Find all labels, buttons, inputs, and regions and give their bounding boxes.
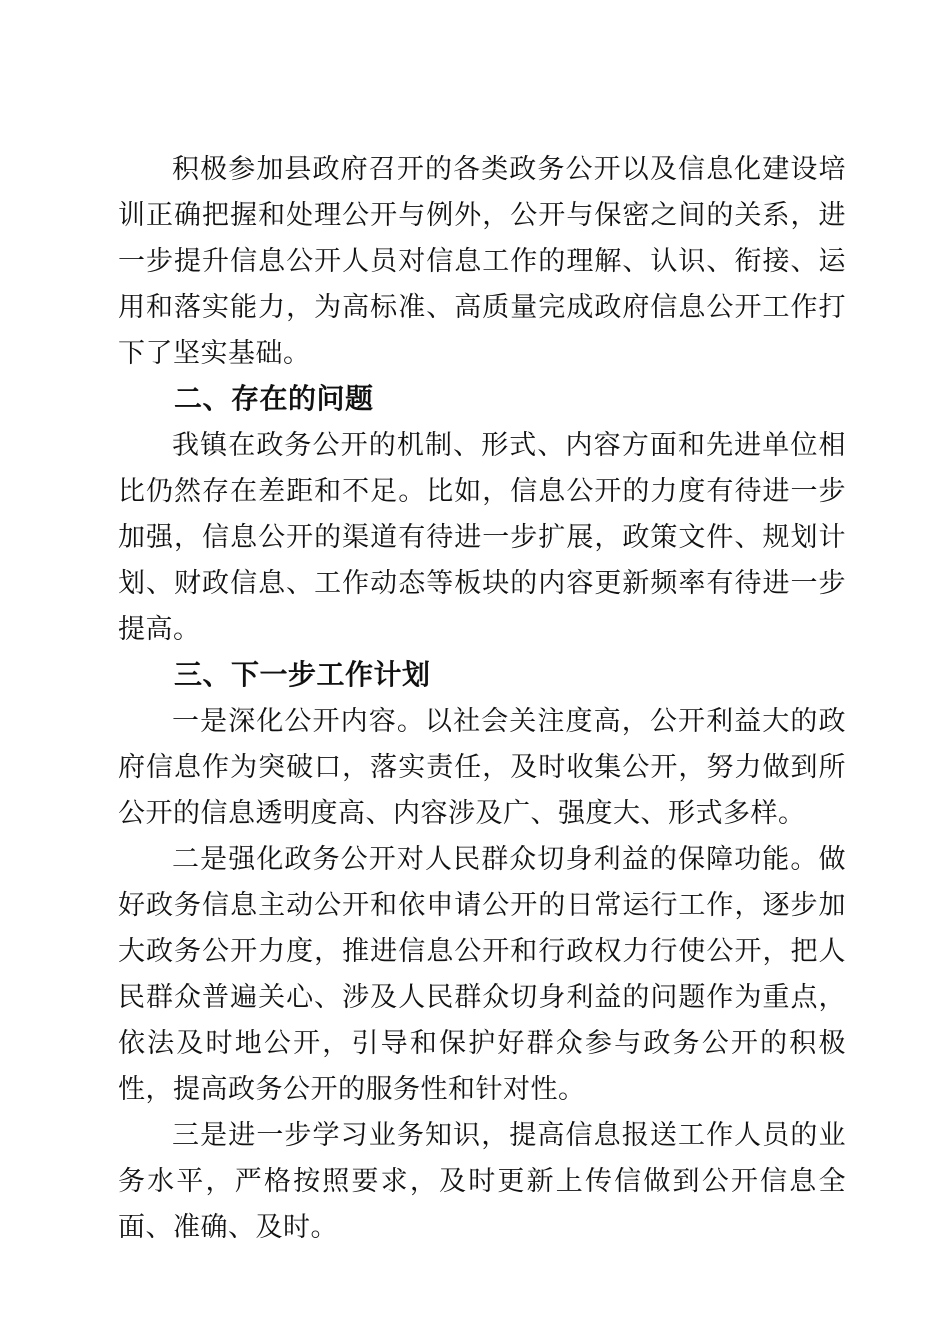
paragraph: 我镇在政务公开的机制、形式、内容方面和先进单位相比仍然存在差距和不足。比如，信息公开的力度有待进一步加强，信息公开的渠道有待进一步扩展，政策文件、规划计划、财政信息、工作动态等板块的内容更新频率有待进一步提高。	[118, 430, 846, 644]
paragraph: 一是深化公开内容。以社会关注度高，公开利益大的政府信息作为突破口，落实责任，及时收集公开，努力做到所公开的信息透明度高、内容涉及广、强度大、形式多样。	[118, 706, 846, 828]
document-body	[118, 146, 846, 1250]
section-heading: 二、存在的问题	[174, 383, 374, 414]
paragraph: 三是进一步学习业务知识，提高信息报送工作人员的业务水平，严格按照要求，及时更新上传信做到公开信息全面、准确、及时。	[118, 1120, 846, 1242]
section-heading: 三、下一步工作计划	[174, 659, 431, 690]
paragraph: 二是强化政务公开对人民群众切身利益的保障功能。做好政务信息主动公开和依申请公开的日常运行工作，逐步加大政务公开力度，推进信息公开和行政权力行使公开，把人民群众普遍关心、涉及人民群众切身利益的问题作为重点，依法及时地公开，引导和保护好群众参与政务公开的积极性，提高政务公开的服务性和针对性。	[118, 844, 846, 1104]
paragraph: 积极参加县政府召开的各类政务公开以及信息化建设培训正确把握和处理公开与例外，公开与保密之间的关系，进一步提升信息公开人员对信息工作的理解、认识、衔接、运用和落实能力，为高标准、高质量完成政府信息公开工作打下了坚实基础。	[118, 154, 846, 368]
